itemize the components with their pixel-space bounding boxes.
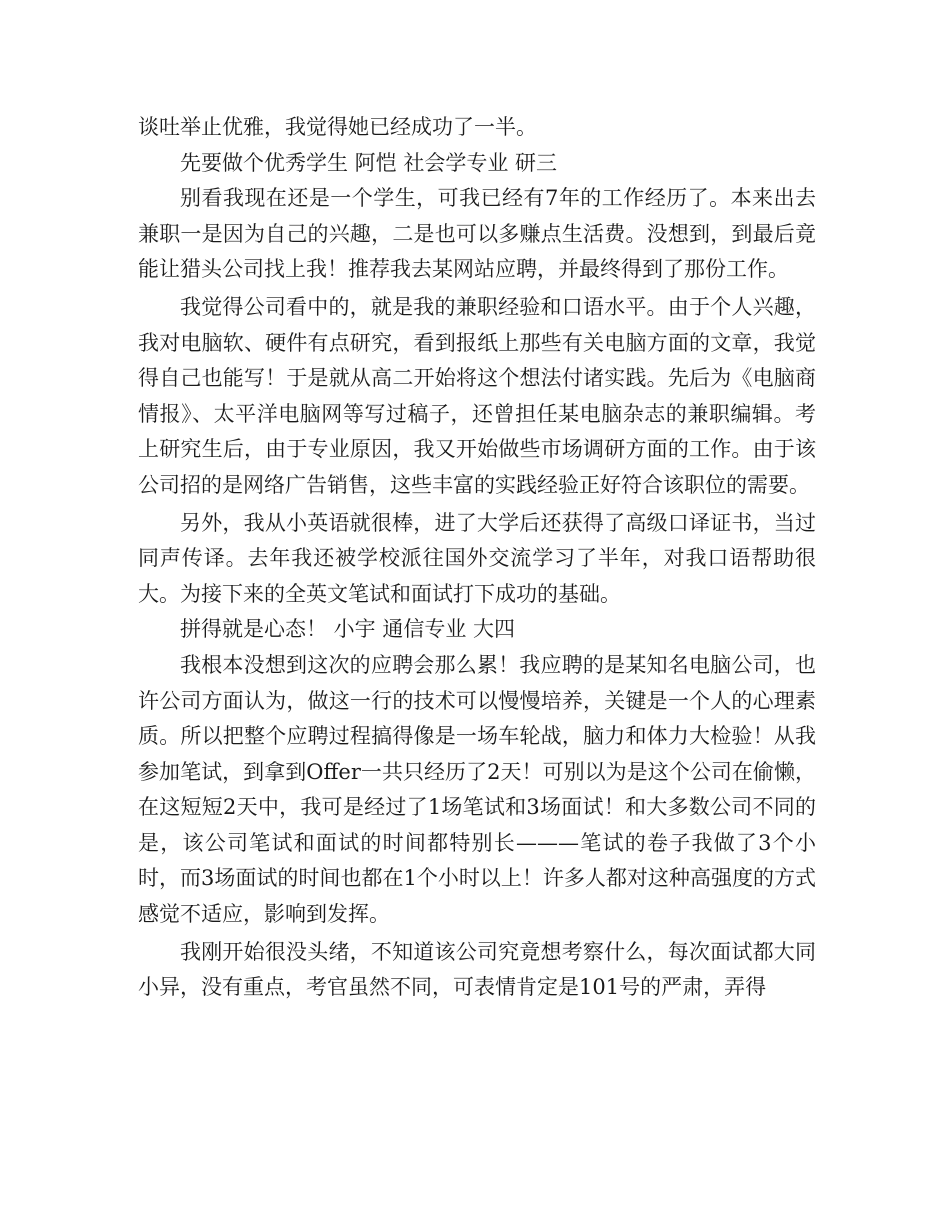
document-body: [138, 110, 816, 1006]
body-paragraph: 我觉得公司看中的，就是我的兼职经验和口语水平。由于个人兴趣，我对电脑软、硬件有点研究，看到报纸上那些有关电脑方面的文章，我觉得自己也能写！于是就从高二开始将这个想法付诸实践。先后为《电脑商情报》、太平洋电脑网等写过稿子，还曾担任某电脑杂志的兼职编辑。考上研究生后，由于专业原因，我又开始做些市场调研方面的工作。由于该公司招的是网络广告销售，这些丰富的实践经验正好符合该职位的需要。: [138, 294, 816, 497]
body-paragraph: 我刚开始很没头绪，不知道该公司究竟想考察什么，每次面试都大同小异，没有重点，考官虽然不同，可表情肯定是101号的严肃，弄得: [138, 939, 816, 1000]
paragraph-continuation: 谈吐举止优雅，我觉得她已经成功了一半。: [138, 115, 537, 139]
body-paragraph: 另外，我从小英语就很棒，进了大学后还获得了高级口译证书，当过同声传译。去年我还被学校派往国外交流学习了半年，对我口语帮助很大。为接下来的全英文笔试和面试打下成功的基础。: [138, 510, 816, 606]
body-paragraph: 我根本没想到这次的应聘会那么累！我应聘的是某知名电脑公司，也许公司方面认为，做这一行的技术可以慢慢培养，关键是一个人的心理素质。所以把整个应聘过程搞得像是一场车轮战，脑力和体力大检验！从我参加笔试，到拿到Offer一共只经历了2天！可别以为是这个公司在偷懒，在这短短2天中，我可是经过了1场笔试和3场面试！和大多数公司不同的是，该公司笔试和面试的时间都特别长———笔试的卷子我做了3个小时，而3场面试的时间也都在1个小时以上！许多人都对这种高强度的方式感觉不适应，影响到发挥。: [138, 652, 816, 927]
section-heading: 拼得就是心态！ 小宇 通信专业 大四: [180, 617, 516, 642]
body-paragraph: 别看我现在还是一个学生，可我已经有7年的工作经历了。本来出去兼职一是因为自己的兴趣，二是也可以多赚点生活费。没想到，到最后竟能让猎头公司找上我！推荐我去某网站应聘，并最终得到了那份工作。: [138, 186, 816, 282]
section-heading: 先要做个优秀学生 阿恺 社会学专业 研三: [180, 150, 558, 175]
